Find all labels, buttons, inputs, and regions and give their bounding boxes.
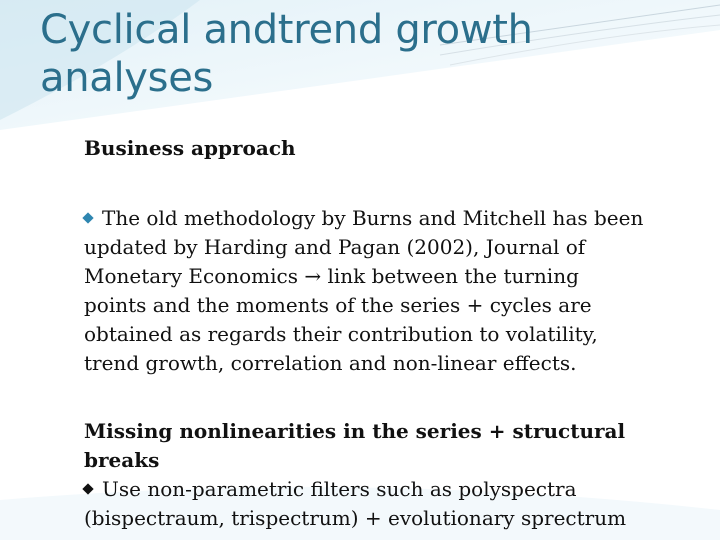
section-heading: Business approach <box>84 136 296 160</box>
section-heading-business-approach <box>84 134 704 163</box>
section-heading: Missing nonlinearities in the series + structural <box>84 419 626 443</box>
section-heading-nonlinearities <box>84 417 720 533</box>
bullet-line: trend growth, correlation and non-linear effects. <box>84 351 577 375</box>
bullet-paragraph-methodology <box>84 204 713 378</box>
bullet-item-filters <box>84 475 720 504</box>
bullet-line: The old methodology by Burns and Mitchell has been <box>102 206 644 230</box>
diamond-bullet-icon <box>82 212 93 223</box>
bullet-line: obtained as regards their contribution to volatility, <box>84 322 598 346</box>
bullet-line: points and the moments of the series + cycles are <box>84 293 592 317</box>
bullet-line: updated by Harding and Pagan (2002), Journal of <box>84 235 586 259</box>
slide-title: Cyclical andtrend growth analyses <box>40 7 533 101</box>
bullet-line: (bispectraum, trispectrum) + evolutionary sprectrum <box>84 506 627 530</box>
diamond-bullet-icon <box>82 483 93 494</box>
bullet-line: Use non-parametric filters such as polyspectra <box>102 477 577 501</box>
bullet-line: Monetary Economics → link between the turning <box>84 264 579 288</box>
section-heading-continued: breaks <box>84 448 160 472</box>
